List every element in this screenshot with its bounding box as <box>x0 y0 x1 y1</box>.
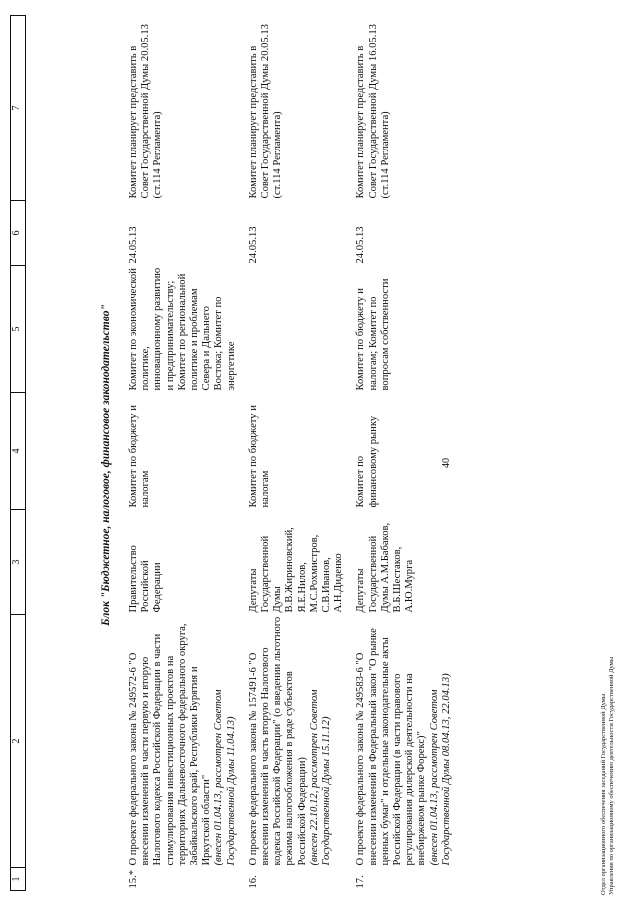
responsible-committee: Комитет по бюджету и налогам <box>128 405 152 508</box>
footer-line: Отдел организационного обеспечения заседаний Государственной Думы <box>600 693 607 895</box>
column-header: 6 <box>11 201 26 266</box>
status: Комитет планирует представить в Совет Государственной Думы 16.05.13 (ст.114 Регламента) <box>355 24 391 199</box>
co-committees <box>246 266 354 393</box>
bill-title: О проекте федерального закона № 249572-6 "О внесении изменений в части первую и вторую Налогового кодекса Российской Федерации в части стимулирования инвестиционных проектов на территориях Дальневосточного федерального округа, Забайкальского край, Республики Бурятия и Иркутской области" <box>128 623 213 866</box>
date: 24.05.13 <box>355 226 367 264</box>
responsible-committee: Комитет по финансовому рынку <box>355 415 379 508</box>
bill-cell <box>353 615 461 868</box>
bill-cell <box>126 615 246 868</box>
co-committees: Комитет по бюджету и налогам; Комитет по вопросам собственности <box>355 278 391 391</box>
column-header: 2 <box>11 615 26 868</box>
footer-line: Управления по организационному обеспечению деятельности Государственной Думы <box>608 656 615 895</box>
row-number: 17. <box>355 875 367 889</box>
status: Комитет планирует представить в Совет Государственной Думы 20.05.13 (ст.114 Регламента) <box>128 24 164 199</box>
responsible-committee: Комитет по бюджету и налогам <box>247 405 272 508</box>
row-number: 15.* <box>128 869 139 889</box>
bill-author: Депутаты Государственной Думы В.В.Жириновский, Я.Е.Нилов, М.С.Рохмистров, С.В.Иванов, А.Н.Диденко <box>247 527 345 613</box>
column-header: 7 <box>11 16 26 201</box>
bill-note: (внесен 01.04.13, рассмотрен Советом Государственной Думы 11.04.13) <box>213 689 237 866</box>
bill-author: Правительство Российской Федерации <box>128 545 164 613</box>
status: Комитет планирует представить в Совет Государственной Думы 20.05.13 (ст.114 Регламента) <box>247 24 284 199</box>
bill-note: (внесен 01.04.13, рассмотрен Советом Государственной Думы 08.04.13, 22.04.13) <box>428 673 452 866</box>
block-title: Блок "Бюджетное, налоговое, финансовое законодательство" <box>100 304 112 626</box>
date: 24.05.13 <box>247 226 259 264</box>
bill-title: О проекте федерального закона № 157491-6 "О внесении изменений в часть вторую Налогового кодекса Российской Федерации" (о введении льготного режима налогообложения в ряде субъектов Российской Федерации) <box>247 616 308 866</box>
table-row <box>126 16 246 891</box>
row-number: 16. <box>247 875 259 889</box>
bill-note: (внесен 22.10.12, рассмотрен Советом Государственной Думы 15.11.12) <box>308 689 333 866</box>
column-header: 4 <box>11 393 26 510</box>
column-header: 1 <box>11 868 26 891</box>
bill-title: О проекте федерального закона № 249583-6 "О внесении изменений в Федеральный закон "О рынке ценных бумаг" и отдельные законодательные акты Российской Федерации (в части правового регулирования дилерской деятельности на внебиржевом рынке Форекс)" <box>355 628 428 866</box>
table-row <box>353 16 461 891</box>
bill-cell <box>246 615 354 868</box>
co-committees: Комитет по экономической политике, инновационному развитию и предпринимательству; Комитет по региональной политике и проблемам Севера и Дальнего Востока; Комитет по энергетике <box>128 267 237 391</box>
column-header: 5 <box>11 266 26 393</box>
date: 24.05.13 <box>128 226 139 264</box>
legislation-table <box>10 15 461 891</box>
column-header-row <box>11 16 26 891</box>
bill-author: Депутаты Государственной Думы А.М.Бабаков, В.Б.Шестаков, А.Ю.Мурга <box>355 522 416 613</box>
table-row <box>246 16 354 891</box>
page-number: 40 <box>441 458 452 468</box>
column-header: 3 <box>11 510 26 615</box>
footer <box>600 657 616 895</box>
